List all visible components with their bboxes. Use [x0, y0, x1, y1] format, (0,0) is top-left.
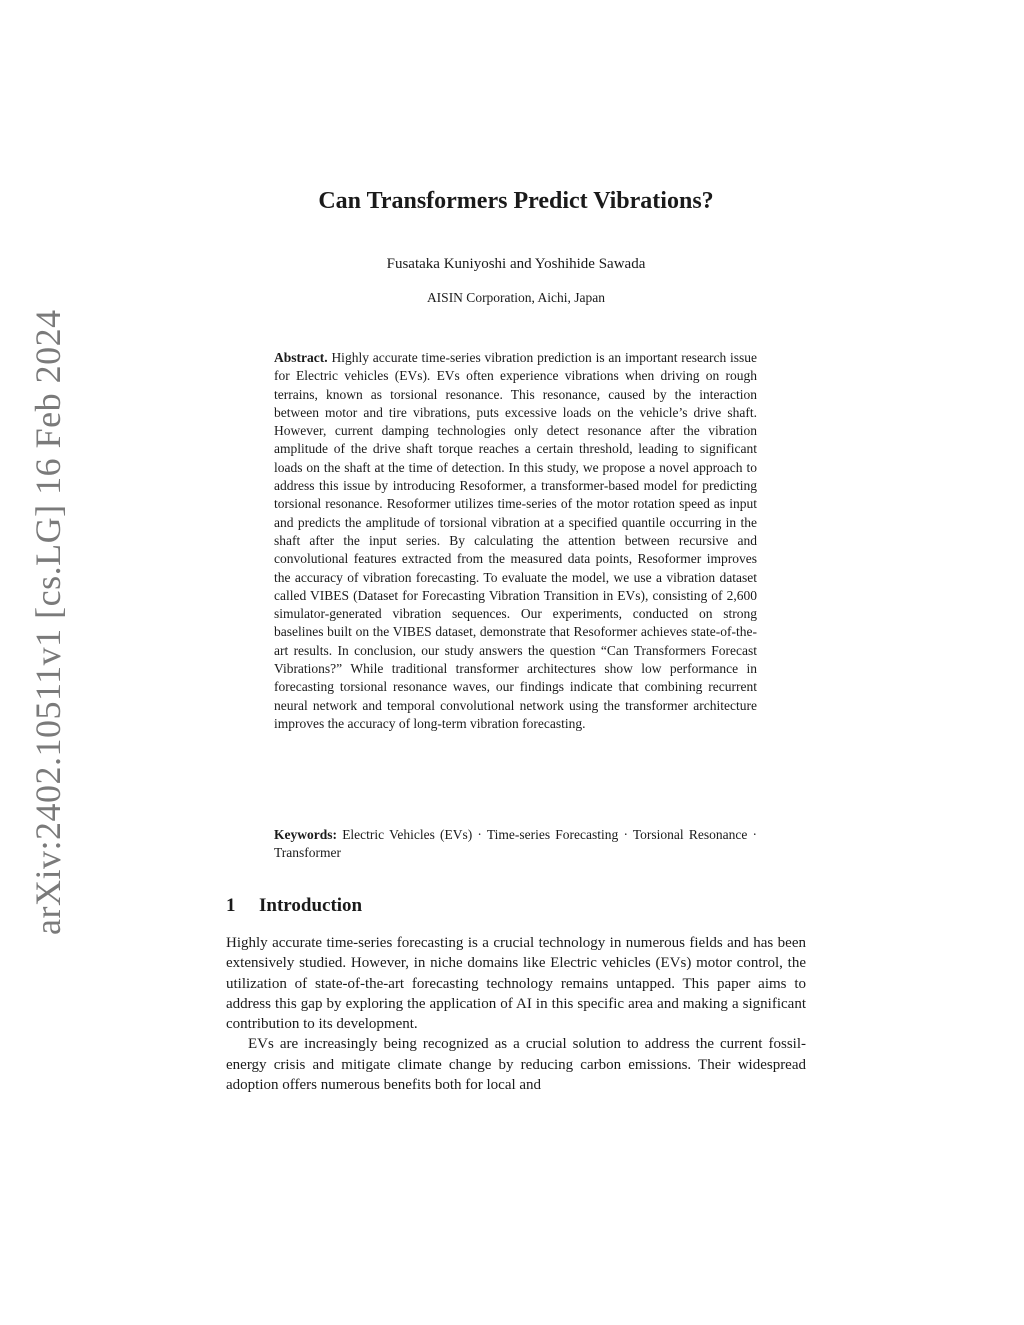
body-paragraph: EVs are increasingly being recognized as a crucial solution to address the current fossil-energy crisis and mitigate climate change by reducing carbon emissions. Their widespread adoption offers numerous benefits both for local and: [226, 1036, 806, 1094]
paper-title: Can Transformers Predict Vibrations?: [318, 188, 714, 214]
keywords-block: [274, 826, 757, 863]
introduction-body: [226, 933, 806, 1095]
section-number: 1: [226, 895, 236, 916]
keywords-text: Electric Vehicles (EVs) · Time-series Forecasting · Torsional Resonance · Transformer: [274, 827, 757, 861]
paper-affiliation: AISIN Corporation, Aichi, Japan: [426, 290, 606, 305]
abstract-block: [274, 349, 757, 733]
body-paragraph: Highly accurate time-series forecasting is a crucial technology in numerous fields and has been extensively studied. However, in niche domains like Electric vehicles (EVs) motor control, the utilization of state-of-the-art forecasting technology remains untapped. This paper aims to address this gap by exploring the application of AI in this specific area and making a significant contribution to its development.: [226, 935, 806, 1033]
section-heading-introduction: [226, 893, 362, 919]
section-title: Introduction: [259, 895, 363, 916]
abstract-text: Highly accurate time-series vibration prediction is an important research issue for Electric vehicles (EVs). EVs often experience vibrations when driving on rough terrains, known as torsional resonance. This resonance, caused by the interaction between motor and tire vibrations, puts excessive loads on the vehicle’s drive shaft. However, current damping technologies only detect resonance after the vibration amplitude of the drive shaft torque reaches a certain threshold, leading to significant loads on the shaft at the time of detection. In this study, we propose a novel approach to address this issue by introducing Resoformer, a transformer-based model for predicting torsional resonance. Resoformer utilizes time-series of the motor rotation speed as input and predicts the amplitude of torsional vibration at a specified quantile occurring in the shaft after the input series. By calculating the attention between recursive and convolutional features extracted from the measured data points, Resoformer improves the accuracy of vibration forecasting. To evaluate the model, we use a vibration dataset called VIBES (Dataset for Forecasting Vibration Transition in EVs), consisting of 2,600 simulator-generated vibration sequences. Our experiments, conducted on strong baselines built on the VIBES dataset, demonstrate that Resoformer achieves state-of-the-art results. In conclusion, our study answers the question “Can Transformers Forecast Vibrations?” While traditional transformer architectures show low performance in forecasting torsional resonance waves, our findings indicate that combining recurrent neural network and temporal convolutional network using the transformer architecture improves the accuracy of long-term vibration forecasting.: [274, 350, 758, 731]
paper-authors: Fusataka Kuniyoshi and Yoshihide Sawada: [386, 256, 646, 272]
abstract-label: Abstract.: [274, 350, 328, 365]
arxiv-identifier-stamp: arXiv:2402.10511v1 [cs.LG] 16 Feb 2024: [28, 309, 68, 935]
keywords-label: Keywords:: [274, 827, 337, 842]
